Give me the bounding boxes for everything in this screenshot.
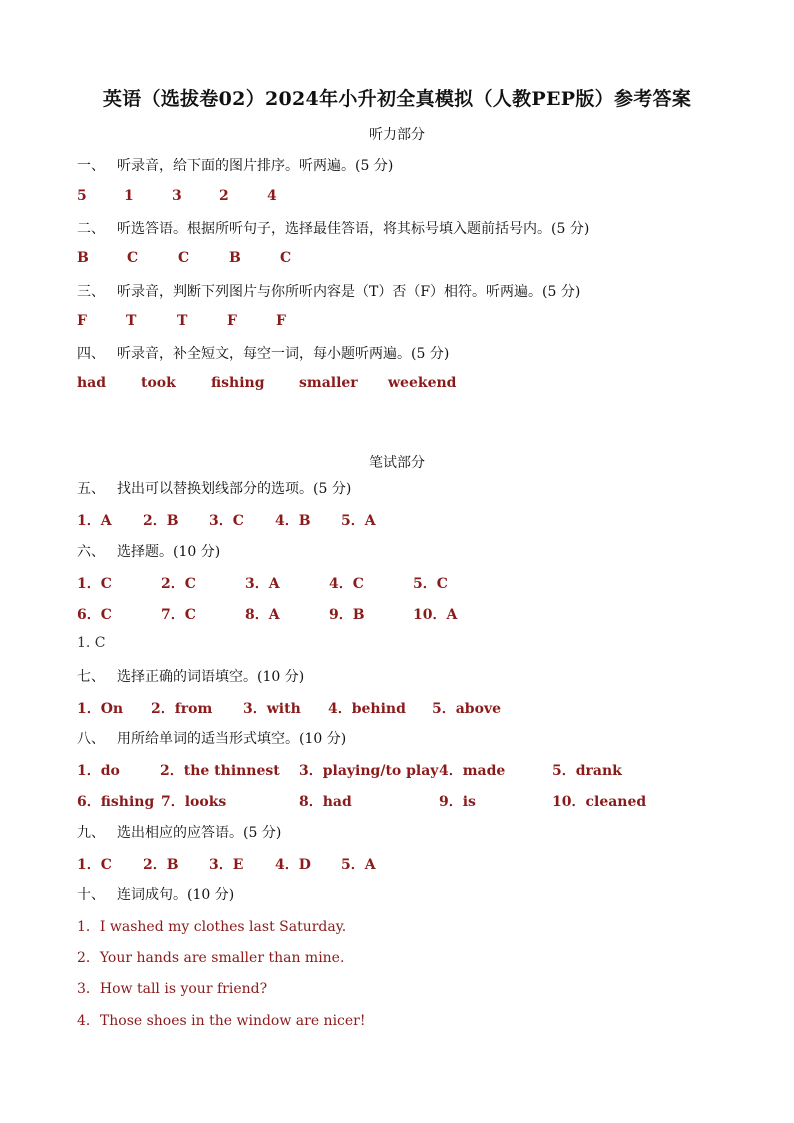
answer: 2．the thinnest bbox=[160, 763, 280, 779]
answer: 8．had bbox=[299, 794, 352, 810]
question-2-instruction bbox=[77, 218, 589, 238]
question-6-extra-answer: 1. C bbox=[77, 635, 106, 651]
answer: 3．A bbox=[245, 576, 280, 592]
question-7-instruction bbox=[77, 666, 304, 686]
answer: had bbox=[77, 375, 107, 391]
answer: 5．above bbox=[432, 701, 501, 717]
question-3-instruction bbox=[77, 281, 580, 301]
answer: F bbox=[276, 313, 286, 329]
question-text: 选择正确的词语填空。(10 分) bbox=[117, 669, 305, 685]
question-number: 六、 bbox=[77, 544, 105, 560]
answer: 6．C bbox=[77, 607, 112, 623]
answer: F bbox=[77, 313, 87, 329]
answer: 5 bbox=[77, 188, 87, 204]
answer: 1．C bbox=[77, 576, 112, 592]
answer: 3．with bbox=[243, 701, 301, 717]
question-5-instruction bbox=[77, 478, 351, 498]
answer: 4．C bbox=[329, 576, 364, 592]
answer: F bbox=[227, 313, 237, 329]
answer: 10．cleaned bbox=[552, 794, 647, 810]
question-text: 选出相应的应答语。(5 分) bbox=[117, 825, 282, 841]
answer: 7．C bbox=[161, 607, 196, 623]
answer: C bbox=[280, 250, 292, 266]
writing-section-header: 笔试部分 bbox=[369, 455, 425, 471]
sentence-answer: 3．How tall is your friend? bbox=[77, 981, 268, 997]
answer: 10．A bbox=[413, 607, 458, 623]
question-4-instruction bbox=[77, 343, 449, 363]
question-text: 听选答语。根据所听句子，选择最佳答语，将其标号填入题前括号内。(5 分) bbox=[117, 221, 590, 237]
question-text: 听录音，判断下列图片与你所听内容是（T）否（F）相符。听两遍。(5 分) bbox=[117, 284, 581, 300]
question-number: 二、 bbox=[77, 221, 105, 237]
answer: 3．playing/to play bbox=[299, 763, 439, 779]
answer: C bbox=[178, 250, 190, 266]
sentence-answer: 1．I washed my clothes last Saturday. bbox=[77, 919, 347, 935]
answer: 1．On bbox=[77, 701, 124, 717]
answer: 3．E bbox=[209, 857, 244, 873]
answer: 8．A bbox=[245, 607, 280, 623]
answer: 1 bbox=[124, 188, 134, 204]
question-text: 听录音，给下面的图片排序。听两遍。(5 分) bbox=[117, 158, 394, 174]
answer: B bbox=[229, 250, 241, 266]
answer: 4．made bbox=[439, 763, 506, 779]
question-number: 三、 bbox=[77, 284, 105, 300]
question-text: 选择题。(10 分) bbox=[117, 544, 221, 560]
answer: 3 bbox=[172, 188, 182, 204]
question-number: 九、 bbox=[77, 825, 105, 841]
answer: 2．B bbox=[143, 857, 179, 873]
question-number: 十、 bbox=[77, 887, 105, 903]
answer: 9．is bbox=[439, 794, 476, 810]
answer: fishing bbox=[211, 375, 265, 391]
question-10-instruction bbox=[77, 884, 234, 904]
question-number: 五、 bbox=[77, 481, 105, 497]
answer: weekend bbox=[388, 375, 457, 391]
answer: 1．do bbox=[77, 763, 120, 779]
question-number: 四、 bbox=[77, 346, 105, 362]
sentence-answer: 4．Those shoes in the window are nicer! bbox=[77, 1013, 366, 1029]
page-title: 英语（选拔卷02）2024年小升初全真模拟（人教PEP版）参考答案 bbox=[102, 88, 692, 110]
listening-section-header: 听力部分 bbox=[369, 127, 425, 143]
answer: 4．behind bbox=[328, 701, 406, 717]
question-text: 连词成句。(10 分) bbox=[117, 887, 235, 903]
answer: C bbox=[127, 250, 139, 266]
answer: T bbox=[126, 313, 137, 329]
question-6-instruction bbox=[77, 541, 220, 561]
answer: 4．B bbox=[275, 513, 311, 529]
answer: 1．C bbox=[77, 857, 112, 873]
answer: T bbox=[177, 313, 188, 329]
answer: 1．A bbox=[77, 513, 112, 529]
answer: 3．C bbox=[209, 513, 244, 529]
answer: 5．A bbox=[341, 857, 376, 873]
answer: 2．B bbox=[143, 513, 179, 529]
answer: 7．looks bbox=[161, 794, 227, 810]
answer: 6．fishing bbox=[77, 794, 155, 810]
answer: smaller bbox=[299, 375, 358, 391]
question-text: 找出可以替换划线部分的选项。(5 分) bbox=[117, 481, 352, 497]
question-8-instruction bbox=[77, 728, 346, 748]
answer: 5．C bbox=[413, 576, 448, 592]
question-1-instruction bbox=[77, 155, 393, 175]
question-text: 听录音，补全短文，每空一词，每小题听两遍。(5 分) bbox=[117, 346, 450, 362]
answer: B bbox=[77, 250, 89, 266]
question-number: 八、 bbox=[77, 731, 105, 747]
answer: 4 bbox=[267, 188, 277, 204]
answer: 2．from bbox=[151, 701, 213, 717]
question-number: 七、 bbox=[77, 669, 105, 685]
question-text: 用所给单词的适当形式填空。(10 分) bbox=[117, 731, 347, 747]
answer: 5．drank bbox=[552, 763, 622, 779]
answer: 9．B bbox=[329, 607, 365, 623]
answer: took bbox=[141, 375, 176, 391]
question-number: 一、 bbox=[77, 158, 105, 174]
answer: 4．D bbox=[275, 857, 311, 873]
answer: 2．C bbox=[161, 576, 196, 592]
question-9-instruction bbox=[77, 822, 281, 842]
answer: 5．A bbox=[341, 513, 376, 529]
sentence-answer: 2．Your hands are smaller than mine. bbox=[77, 950, 345, 966]
answer: 2 bbox=[219, 188, 229, 204]
